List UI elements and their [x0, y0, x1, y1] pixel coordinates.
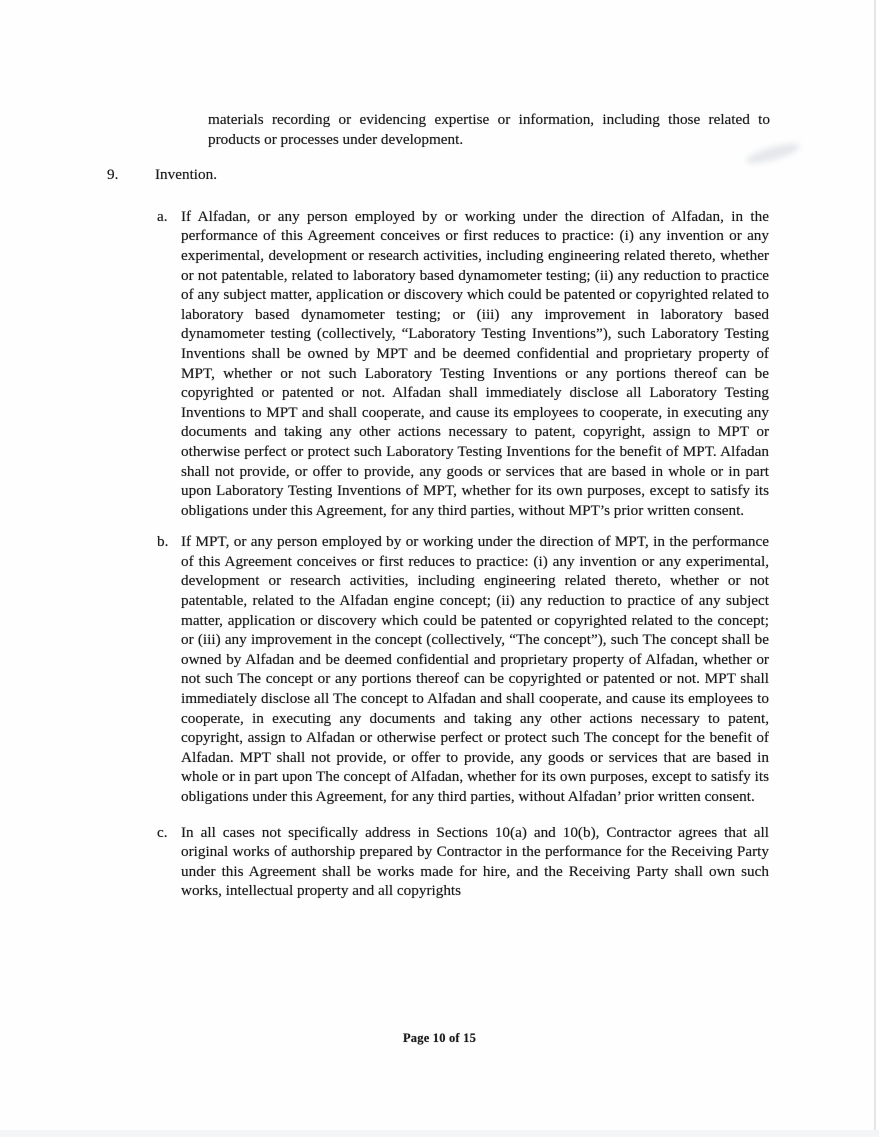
- subsection-b-marker: b.: [157, 533, 169, 551]
- subsection-a: [157, 207, 771, 521]
- subsection-list: [157, 207, 771, 901]
- section-number: 9.: [107, 166, 119, 184]
- section-heading: [107, 165, 879, 185]
- scan-bottom-edge-shadow: [0, 1130, 879, 1137]
- subsection-c: [157, 823, 771, 901]
- subsection-c-text: In all cases not specifically address in Sections 10(a) and 10(b), Contractor agrees that all original works of authorship prepared by Contractor in the performance for the Receiving Party under this Agreement shall be works made for hire, and the Receiving Party shall own such works, intellectual property and all copyrights: [181, 823, 769, 900]
- subsection-b-text: If MPT, or any person employed by or working under the direction of MPT, in the performance of this Agreement conceives or first reduces to practice: (i) any invention or any experimental, development or research activities, including engineering related thereto, whether or not patentable, related to the Alfadan engine concept; (ii) any reduction to practice of any subject matter, application or discovery which could be patented or copyrighted related to the concept; or (iii) any improvement in the concept (collectively, “The concept”), such The concept shall be owned by Alfadan and be deemed confidential and proprietary property of Alfadan, whether or not such The concept or any portions thereof can be copyrighted or patented or not. MPT shall immediately disclose all The concept to Alfadan and shall cooperate, and cause its employees to cooperate, in executing any documents and taking any other actions necessary to patent, copyright, assign to Alfadan or otherwise perfect or protect such The concept for the benefit of Alfadan. MPT shall not provide, or offer to provide, any goods or services that are based in whole or in part upon The concept of Alfadan, whether for its own purposes, except to satisfy its obligations under this Agreement, for any third parties, without Alfadan’ prior written consent.: [181, 533, 769, 805]
- subsection-a-text: If Alfadan, or any person employed by or working under the direction of Alfadan, in the performance of this Agreement conceives or first reduces to practice: (i) any invention or any experimental, development or research activities, including engineering related thereto, whether or not patentable, related to laboratory based dynamometer testing; (ii) any reduction to practice of any subject matter, application or discovery which could be patented or copyrighted related to laboratory based dynamometer testing; or (iii) any improvement in laboratory based dynamometer testing (collectively, “Laboratory Testing Inventions”), such Laboratory Testing Inventions shall be owned by MPT and be deemed confidential and proprietary property of MPT, whether or not such Laboratory Testing Inventions or any portions thereof can be copyrighted or patented or not. Alfadan shall immediately disclose all Laboratory Testing Inventions to MPT and shall cooperate, and cause its employees to cooperate, in executing any documents and taking any other actions necessary to patent, copyright, assign to MPT or otherwise perfect or protect such Laboratory Testing Inventions for the benefit of MPT. Alfadan shall not provide, or offer to provide, any goods or services that are based in whole or in part upon Laboratory Testing Inventions of MPT, whether for its own purposes, except to satisfy its obligations under this Agreement, for any third parties, without MPT’s prior written consent.: [181, 207, 769, 519]
- section-title: Invention.: [155, 166, 218, 184]
- subsection-a-marker: a.: [157, 207, 168, 225]
- scan-right-edge-shadow: [874, 0, 876, 1137]
- page-number-footer: Page 10 of 15: [402, 1031, 477, 1045]
- subsection-b: [157, 532, 771, 806]
- carryover-paragraph: materials recording or evidencing expertise or information, including those related to products or processes under development.: [208, 111, 770, 148]
- subsection-c-marker: c.: [157, 823, 168, 841]
